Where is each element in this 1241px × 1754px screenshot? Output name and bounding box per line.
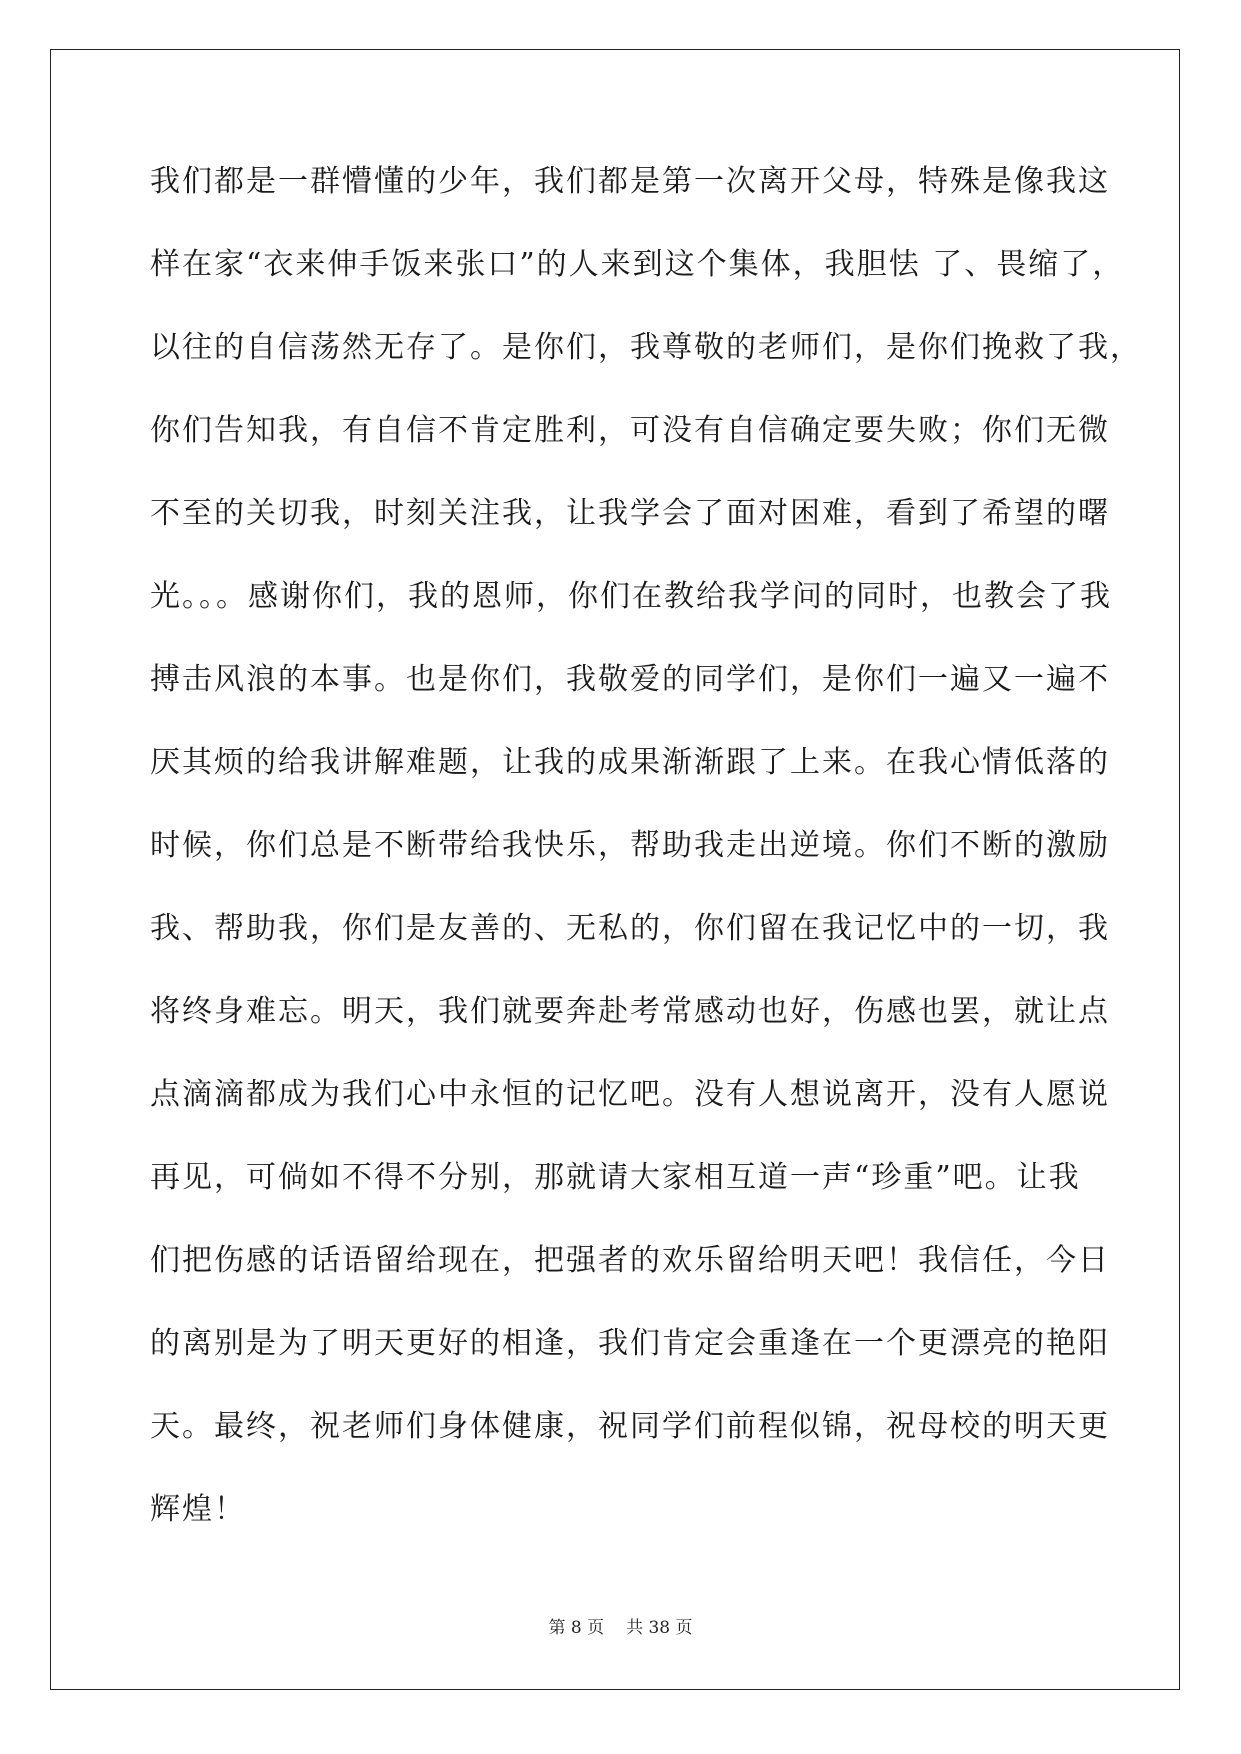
text-line: 光。。。感谢你们，我的恩师，你们在教给我学问的同时，也教会了我	[150, 579, 1112, 614]
page-footer	[0, 1613, 1241, 1638]
text-line: 样在家“衣来伸手饭来张口”的人来到这个集体，我胆怯 了、畏缩了，	[150, 247, 1125, 282]
body-text	[150, 160, 1142, 1548]
text-line: 厌其烦的给我讲解难题，让我的成果渐渐跟了上来。在我心情低落的	[150, 745, 1110, 780]
text-line: 天。最终，祝老师们身体健康，祝同学们前程似锦，祝母校的明天更	[150, 1409, 1110, 1444]
text-line: 搏击风浪的本事。也是你们，我敬爱的同学们，是你们一遍又一遍不	[150, 662, 1110, 697]
current-page-number: 第 8 页	[548, 1618, 605, 1638]
text-line: 点滴滴都成为我们心中永恒的记忆吧。没有人想说离开，没有人愿说	[150, 1077, 1110, 1112]
text-line: 再见，可倘如不得不分别，那就请大家相互道一声“珍重”吧。让我	[150, 1160, 1081, 1195]
total-page-count: 共 38 页	[626, 1618, 693, 1638]
text-line: 以往的自信荡然无存了。是你们，我尊敬的老师们，是你们挽救了我，	[150, 330, 1142, 365]
text-line: 辉煌！	[150, 1492, 246, 1527]
text-line: 的离别是为了明天更好的相逢，我们肯定会重逢在一个更漂亮的艳阳	[150, 1326, 1110, 1361]
text-line: 将终身难忘。明天，我们就要奔赴考常感动也好，伤感也罢，就让点	[150, 994, 1110, 1029]
text-line: 时候，你们总是不断带给我快乐，帮助我走出逆境。你们不断的激励	[150, 828, 1110, 863]
text-line: 我、帮助我，你们是友善的、无私的，你们留在我记忆中的一切，我	[150, 911, 1110, 946]
text-line: 们把伤感的话语留给现在，把强者的欢乐留给明天吧！我信任，今日	[150, 1243, 1110, 1278]
text-line: 不至的关切我，时刻关注我，让我学会了面对困难，看到了希望的曙	[150, 496, 1110, 531]
text-line: 你们告知我，有自信不肯定胜利，可没有自信确定要失败；你们无微	[150, 413, 1110, 448]
text-line: 我们都是一群懵懂的少年，我们都是第一次离开父母，特殊是像我这	[150, 164, 1110, 199]
